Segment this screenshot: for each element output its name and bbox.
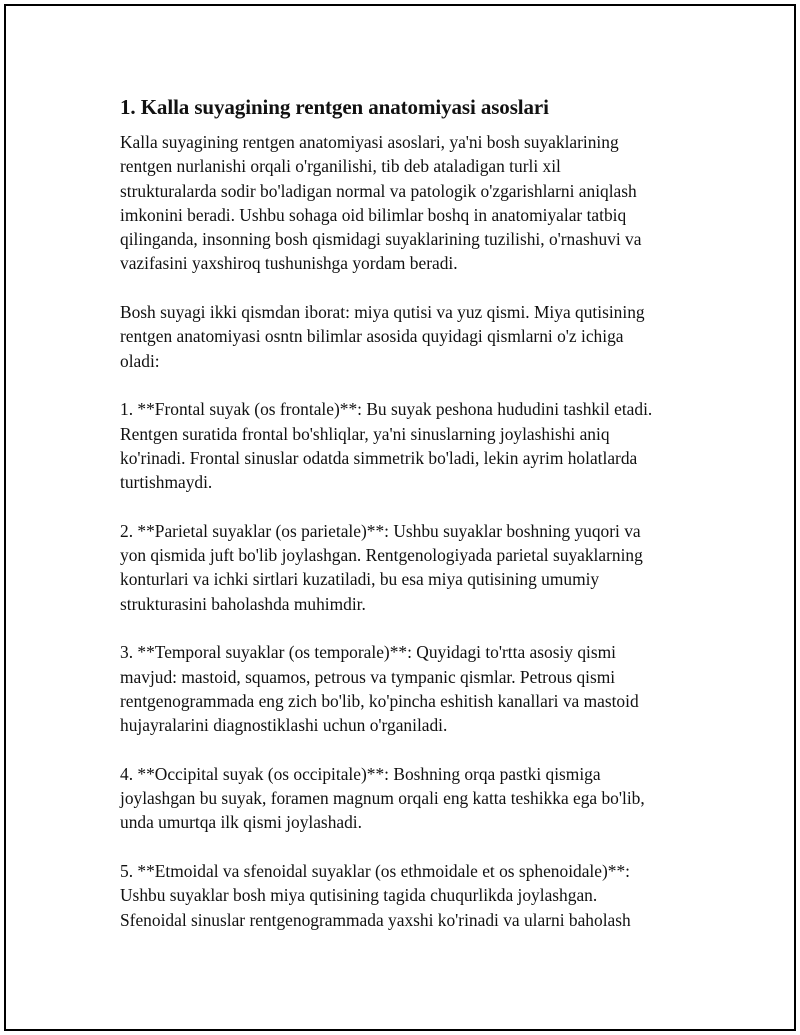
paragraph-temporal-bones: 3. **Temporal suyaklar (os temporale)**: Quyidagi to'rtta asosiy qismi mavjud: mastoid, squamos, petrous va tympanic qismlar. Petrous qismi rentgenogrammada eng zich bo'lib, ko'pincha eshitish kanallari va mastoid hujayralarini diagnostiklashi uchun o'rganiladi. xyxy=(120,642,639,736)
paragraph-frontal-bone: 1. **Frontal suyak (os frontale)**: Bu suyak peshona hududini tashkil etadi. Rentgen suratida frontal bo'shliqlar, ya'ni sinuslarning joylashishi aniq ko'rinadi. Frontal sinuslar odatda simmetrik bo'ladi, lekin ayrim holatlarda turtishmaydi. xyxy=(120,399,653,493)
paragraph-intro: Kalla suyagining rentgen anatomiyasi asoslari, ya'ni bosh suyaklarining rentgen nurlanishi orqali o'rganilishi, tib deb ataladigan turli xil strukturalarda sodir bo'ladigan normal va patologik o'zgarishlarni aniqlash imkonini beradi. Ushbu sohaga oid bilimlar boshq in anatomiyalar tatbiq qilinganda, insonning bosh qismidagi suyaklarining tuzilishi, o'rnashuvi va vazifasini yaxshiroq tushunishga yordam beradi. xyxy=(120,132,642,274)
paragraph-skull-parts: Bosh suyagi ikki qismdan iborat: miya qutisi va yuz qismi. Miya qutisining rentgen anatomiyasi osntn bilimlar asosida quyidagi qismlarni o'z ichiga oladi: xyxy=(120,302,645,371)
document-page xyxy=(4,4,796,1031)
paragraph-parietal-bones: 2. **Parietal suyaklar (os parietale)**: Ushbu suyaklar boshning yuqori va yon qismida juft bo'lib joylashgan. Rentgenologiyada parietal suyaklarning konturlari va ichki sirtlari kuzatiladi, bu esa miya qutisining umumiy strukturasini baholashda muhimdir. xyxy=(120,520,643,614)
paragraph-ethmoid-sphenoid: 5. **Etmoidal va sfenoidal suyaklar (os ethmoidale et os sphenoidale)**: Ushbu suyaklar bosh miya qutisining tagida chuqurlikda joylashgan. Sfenoidal sinuslar rentgenogrammada yaxshi ko'rinadi va ularni baholash xyxy=(120,860,631,930)
paragraph-occipital-bone: 4. **Occipital suyak (os occipitale)**: Boshning orqa pastki qismiga joylashgan bu suyak, foramen magnum orqali eng katta teshikka ega bo'lib, unda umurtqa ilk qismi joylashadi. xyxy=(120,763,645,833)
document-title: 1. Kalla suyagining rentgen anatomiyasi asoslari xyxy=(120,95,549,119)
document-body xyxy=(120,94,692,932)
